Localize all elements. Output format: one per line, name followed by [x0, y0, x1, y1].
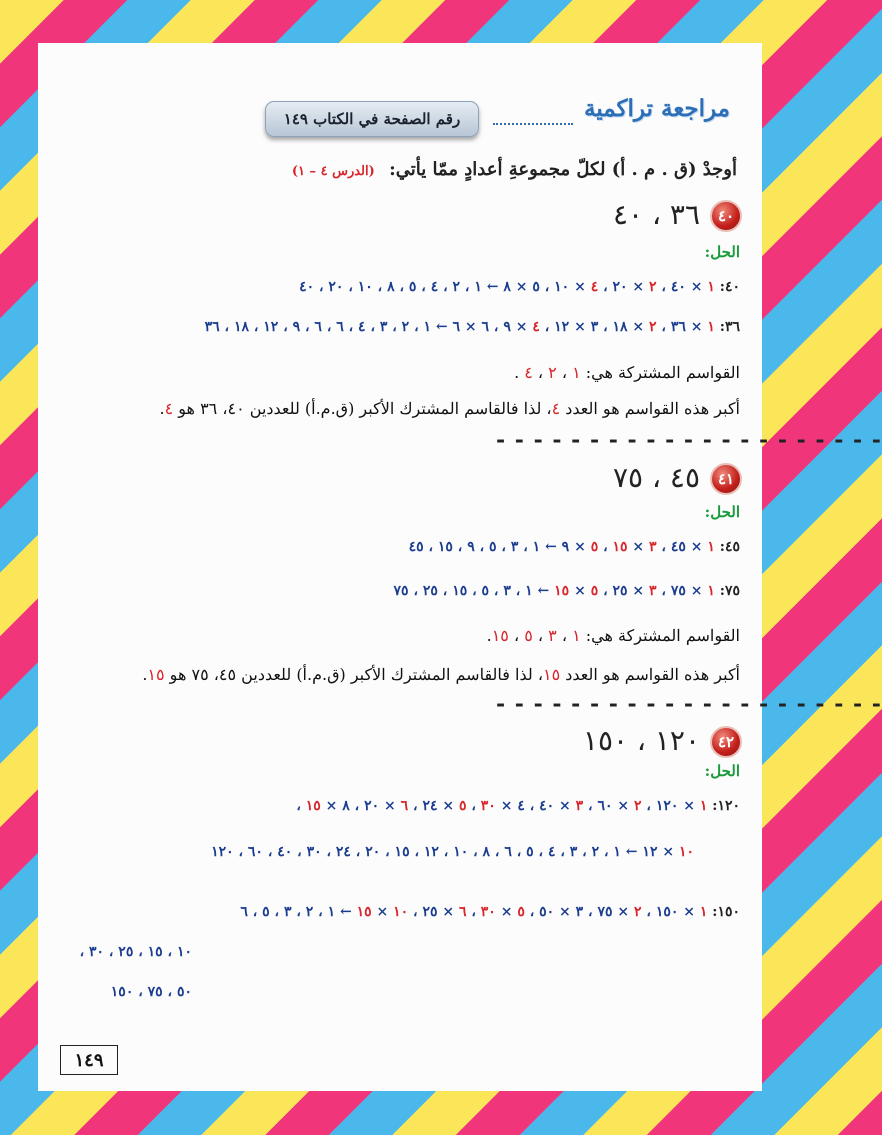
text-segment: ١٠: [393, 904, 409, 920]
text-segment: .: [486, 626, 492, 645]
factor-line: [299, 279, 740, 295]
text-segment: ٤: [551, 399, 561, 418]
common-factors: [487, 626, 740, 645]
text-segment: ×: [371, 904, 394, 920]
lesson-reference: (الدرس ٤ – ١): [291, 164, 375, 179]
text-segment: ١٠: [678, 844, 694, 860]
factor-line: [409, 539, 740, 555]
text-segment: ٢: [649, 279, 657, 295]
text-segment: × ٩ ← ١ ، ٣ ، ٥ ، ٩ ، ١٥ ، ٤٥: [408, 539, 591, 555]
text-segment: ١٢٠:: [707, 798, 740, 814]
text-segment: × ٣٦ ،: [656, 319, 708, 335]
text-segment: × ٤٥ ،: [656, 539, 708, 555]
text-segment: ١٥: [356, 904, 372, 920]
text-segment: × ١٥٠ ،: [641, 904, 700, 920]
problem-numbers: ٣٦ ، ٤٠: [613, 198, 700, 231]
book-page-reference: رقم الصفحة في الكتاب ١٤٩: [265, 101, 479, 137]
text-segment: × ٢٥ ،: [408, 904, 459, 920]
text-segment: ٣: [548, 626, 557, 645]
text-segment: × ١٠ ، ٥ × ٨ ← ١ ، ٢ ، ٤ ، ٥ ، ٨ ، ١٠ ، ٢٠ ، ٤٠: [299, 279, 591, 295]
text-segment: × ١٢ ← ١ ، ٢ ، ٣ ، ٤ ، ٥ ، ٦ ، ٨ ، ١٠ ، ١٢ ، ١٥ ، ٢٠ ، ٢٤ ، ٣٠ ، ٤٠ ، ٦٠ ، ١٢٠: [211, 844, 679, 860]
factor-line: [296, 798, 740, 814]
text-segment: ٦: [400, 798, 409, 814]
text-segment: ،: [556, 363, 573, 382]
text-segment: ٤٥:: [714, 539, 740, 555]
text-segment: ١٥: [612, 539, 628, 555]
text-segment: ٥٠ ، ٧٥ ، ١٥٠: [110, 984, 192, 1000]
text-segment: ٣: [575, 798, 584, 814]
text-segment: أكبر هذه القواسم هو العدد: [560, 665, 740, 684]
factor-line-continued: [80, 944, 192, 960]
text-segment: ،: [508, 626, 525, 645]
text-segment: ١٠ ، ١٥ ، ٢٥ ، ٣٠ ،: [79, 944, 192, 960]
page-number: ١٤٩: [60, 1045, 118, 1075]
text-segment: ،: [466, 798, 481, 814]
text-segment: × ٧٥ ،: [656, 583, 708, 599]
text-segment: × ٤٠ ،: [656, 279, 708, 295]
instruction-text: أوجدْ (ق . م . أ) لكلّ مجموعةِ أعدادٍ ممّا يأتي:: [389, 159, 737, 180]
text-segment: ، لذا فالقاسم المشترك الأكبر (ق.م.أ) للعددين ٤٠، ٣٦ هو: [173, 399, 552, 418]
text-segment: ،: [532, 626, 549, 645]
solution-label: الحل:: [704, 762, 740, 780]
text-segment: ٢: [649, 319, 657, 335]
factor-line: [211, 844, 694, 860]
text-segment: × ٦٠ ،: [583, 798, 634, 814]
text-segment: ،: [296, 798, 306, 814]
text-segment: ٣٦:: [714, 319, 740, 335]
separator: - - - - - - - - - - - - - - - - - - - - -: [496, 427, 882, 453]
text-segment: ٤٠:: [714, 279, 740, 295]
text-segment: × ٢٠ ، ٨ ×: [320, 798, 401, 814]
text-segment: × ٢٤ ،: [408, 798, 459, 814]
text-segment: × ٤٠ ، ٤ ×: [495, 798, 576, 814]
text-segment: ٤: [524, 363, 533, 382]
text-segment: ١: [699, 904, 708, 920]
text-segment: ٥: [524, 626, 533, 645]
factor-line: [240, 904, 740, 920]
text-segment: .: [142, 665, 148, 684]
text-segment: ١: [707, 539, 715, 555]
factor-line: [394, 583, 740, 599]
text-segment: القواسم المشتركة هي:: [580, 626, 740, 645]
text-segment: × ٢٥ ،: [598, 583, 650, 599]
worksheet-page: [38, 43, 882, 1091]
text-segment: ٥: [517, 904, 525, 920]
problem-numbers: ٤٥ ، ٧٥: [613, 461, 700, 494]
problem-number-badge: ٤٠: [710, 200, 742, 232]
text-segment: ١٥: [305, 798, 321, 814]
text-segment: × ٢٠ ،: [598, 279, 650, 295]
text-segment: ١٥: [543, 665, 561, 684]
text-segment: .: [159, 399, 165, 418]
text-segment: ،: [598, 539, 613, 555]
text-segment: ١: [707, 583, 715, 599]
page-title: مراجعة تراكمية: [583, 95, 730, 122]
instruction: [292, 159, 737, 180]
text-segment: ، لذا فالقاسم المشترك الأكبر (ق.م.أ) للعددين ٤٥، ٧٥ هو: [164, 665, 543, 684]
text-segment: ١: [707, 319, 715, 335]
text-segment: ٣: [649, 583, 657, 599]
problem-number-badge: ٤٢: [710, 726, 742, 758]
solution-label: الحل:: [704, 503, 740, 521]
text-segment: ١٥: [147, 665, 165, 684]
text-segment: .: [514, 363, 525, 382]
text-segment: ٤: [532, 319, 540, 335]
text-segment: ٣: [649, 539, 657, 555]
text-segment: ٣٠: [480, 798, 496, 814]
text-segment: ١: [707, 279, 715, 295]
factor-line-continued: [111, 984, 192, 1000]
text-segment: أكبر هذه القواسم هو العدد: [560, 399, 740, 418]
text-segment: ٢: [634, 904, 642, 920]
text-segment: ٤: [164, 399, 174, 418]
text-segment: ١٥: [491, 626, 509, 645]
problem-number-badge: ٤١: [710, 463, 742, 495]
problem-numbers: ١٢٠ ، ١٥٠: [582, 724, 700, 757]
text-segment: ×: [627, 539, 650, 555]
text-segment: ،: [556, 626, 573, 645]
text-segment: ٤: [590, 279, 599, 295]
gcf-conclusion: [142, 665, 740, 684]
separator: - - - - - - - - - - - - - - - - - - - - -: [496, 691, 882, 717]
text-segment: ← ١ ، ٣ ، ٥ ، ١٥ ، ٢٥ ، ٧٥: [393, 583, 555, 599]
text-segment: × ٩ ، ٦ × ٦ ← ١ ، ٢ ، ٣ ، ٤ ، ٦ ، ٦ ، ٩ ، ١٢ ، ١٨ ، ٣٦: [204, 319, 533, 335]
text-segment: ×: [569, 583, 591, 599]
text-segment: ٦: [458, 904, 467, 920]
text-segment: ٣٠: [480, 904, 496, 920]
text-segment: ← ١ ، ٢ ، ٣ ، ٥ ، ٦: [240, 904, 357, 920]
text-segment: ٥: [458, 798, 467, 814]
text-segment: ،: [532, 363, 549, 382]
gcf-conclusion: [160, 399, 741, 418]
text-segment: × ١٨ ، ٣ × ١٢ ،: [539, 319, 650, 335]
text-segment: ٥: [590, 539, 599, 555]
text-segment: ١٥: [554, 583, 570, 599]
text-segment: ×: [495, 904, 518, 920]
text-segment: ١: [572, 363, 581, 382]
common-factors: [514, 363, 740, 382]
text-segment: ١: [572, 626, 581, 645]
text-segment: × ١٢٠ ،: [641, 798, 700, 814]
title-dotted-line: [493, 123, 573, 125]
text-segment: ٢: [634, 798, 642, 814]
text-segment: ١: [699, 798, 708, 814]
text-segment: ،: [466, 904, 481, 920]
factor-line: [205, 319, 740, 335]
text-segment: ٢: [548, 363, 557, 382]
text-segment: × ٧٥ ، ٣ × ٥٠ ،: [524, 904, 634, 920]
solution-label: الحل:: [704, 243, 740, 261]
text-segment: ٥: [590, 583, 599, 599]
text-segment: القواسم المشتركة هي:: [580, 363, 740, 382]
text-segment: ٧٥:: [714, 583, 740, 599]
text-segment: ١٥٠:: [707, 904, 740, 920]
